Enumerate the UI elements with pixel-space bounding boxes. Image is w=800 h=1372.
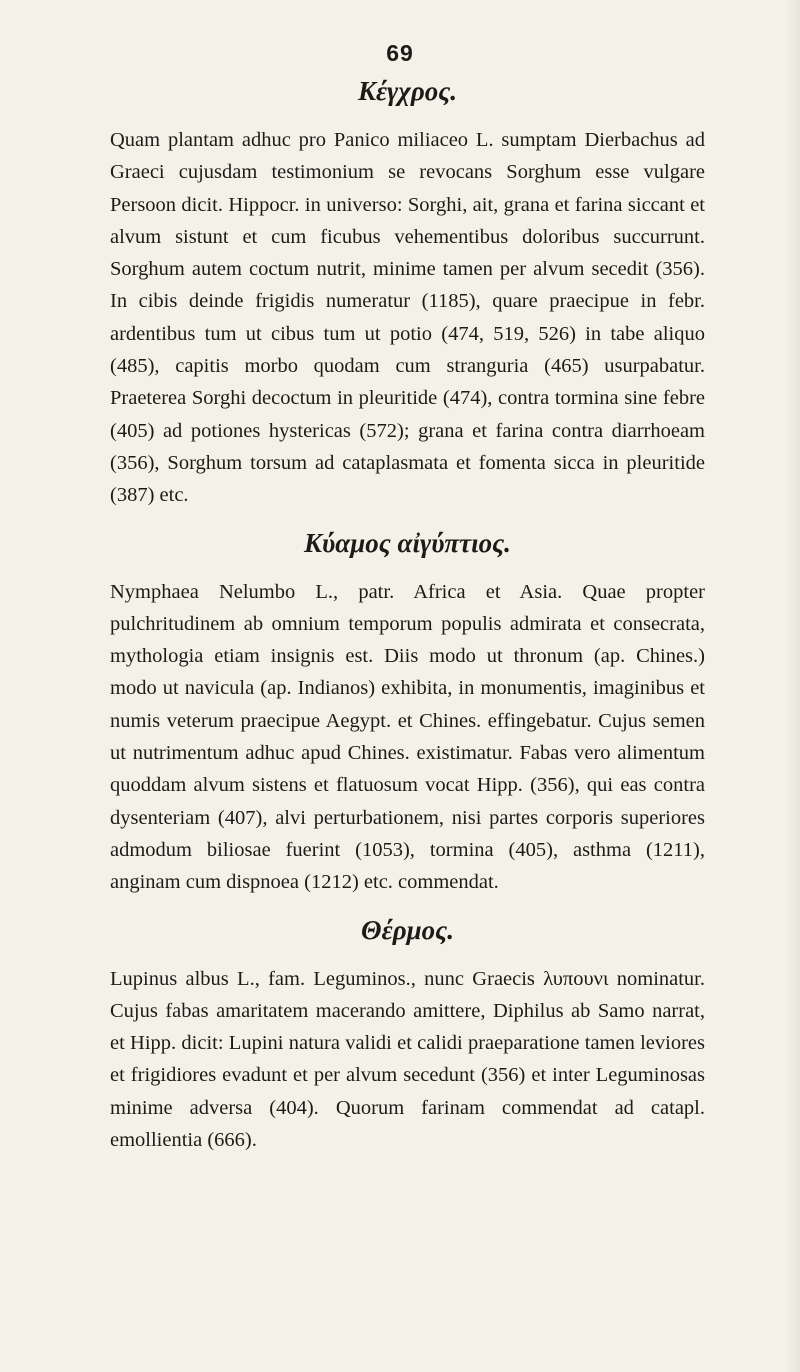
entry-text-thermos: Lupinus albus L., fam. Leguminos., nunc Graecis λυπουνι nominatur. Cujus fabas amaritatem macerando amittere, Diphilus ab Samo narrat, et Hipp. dicit: Lupini natura validi et calidi praeparatione tamen leviores et frigidiores evadunt et per alvum secedunt (356) et inter Leguminosas minime adversa (404). Quorum farinam commendat ad catapl. emollientia (666). [110,967,705,1152]
entry-text-kyamos: Nymphaea Nelumbo L., patr. Africa et Asia. Quae propter pulchritudinem ab omnium temporum populis admirata et consecrata, mythologia etiam insignis est. Diis modo ut thronum (ap. Chines.) modo ut navicula (ap. Indianos) exhibita, in monumentis, imaginibus et numis veterum praecipue Aegypt. et Chines. effingebatur. Cujus semen ut nutrimentum adhuc apud Chines. existimatur. Fabas vero alimentum quoddam alvum sistens et flatuosum vocat Hipp. (356), qui eas contra dysenteriam (407), alvi perturbationem, nisi partes corporis superiores admodum biliosae fuerint (1053), tormina (405), asthma (1211), anginam cum dispnoea (1212) etc. commendat. [110,580,705,894]
entry-heading-thermos: Θέρμος. [361,914,454,945]
page-body [110,78,705,1156]
page-number: 69 [386,40,414,66]
page-binding-edge [786,0,800,1372]
entry-heading-kenchros: Κέγχρος. [357,76,458,106]
entry-heading-kyamos: Κύαμος αἰγύπτιος. [304,527,511,558]
entry-text-kenchros: Quam plantam adhuc pro Panico miliaceo L. sumptam Dierbachus ad Graeci cujusdam testimonium se revocans Sorghum esse vulgare Persoon dicit. Hippocr. in universo: Sorghi, ait, grana et farina siccant et alvum sistunt et cum ficubus vehementibus doloribus succurrunt. Sorghum autem coctum nutrit, minime tamen per alvum secedit (356). In cibis deinde frigidis numeratur (1185), quare praecipue in febr. ardentibus tum ut cibus tum ut potio (474, 519, 526) in tabe aliquo (485), capitis morbo quodam cum stranguria (465) usurpabatur. Praeterea Sorghi decoctum in pleuritide (474), contra tormina sine febre (405) ad potiones hystericas (572); grana et farina contra diarrhoeam (356), Sorghum torsum ad cataplasmata et fomenta sicca in pleuritide (387) etc. [110,129,705,507]
